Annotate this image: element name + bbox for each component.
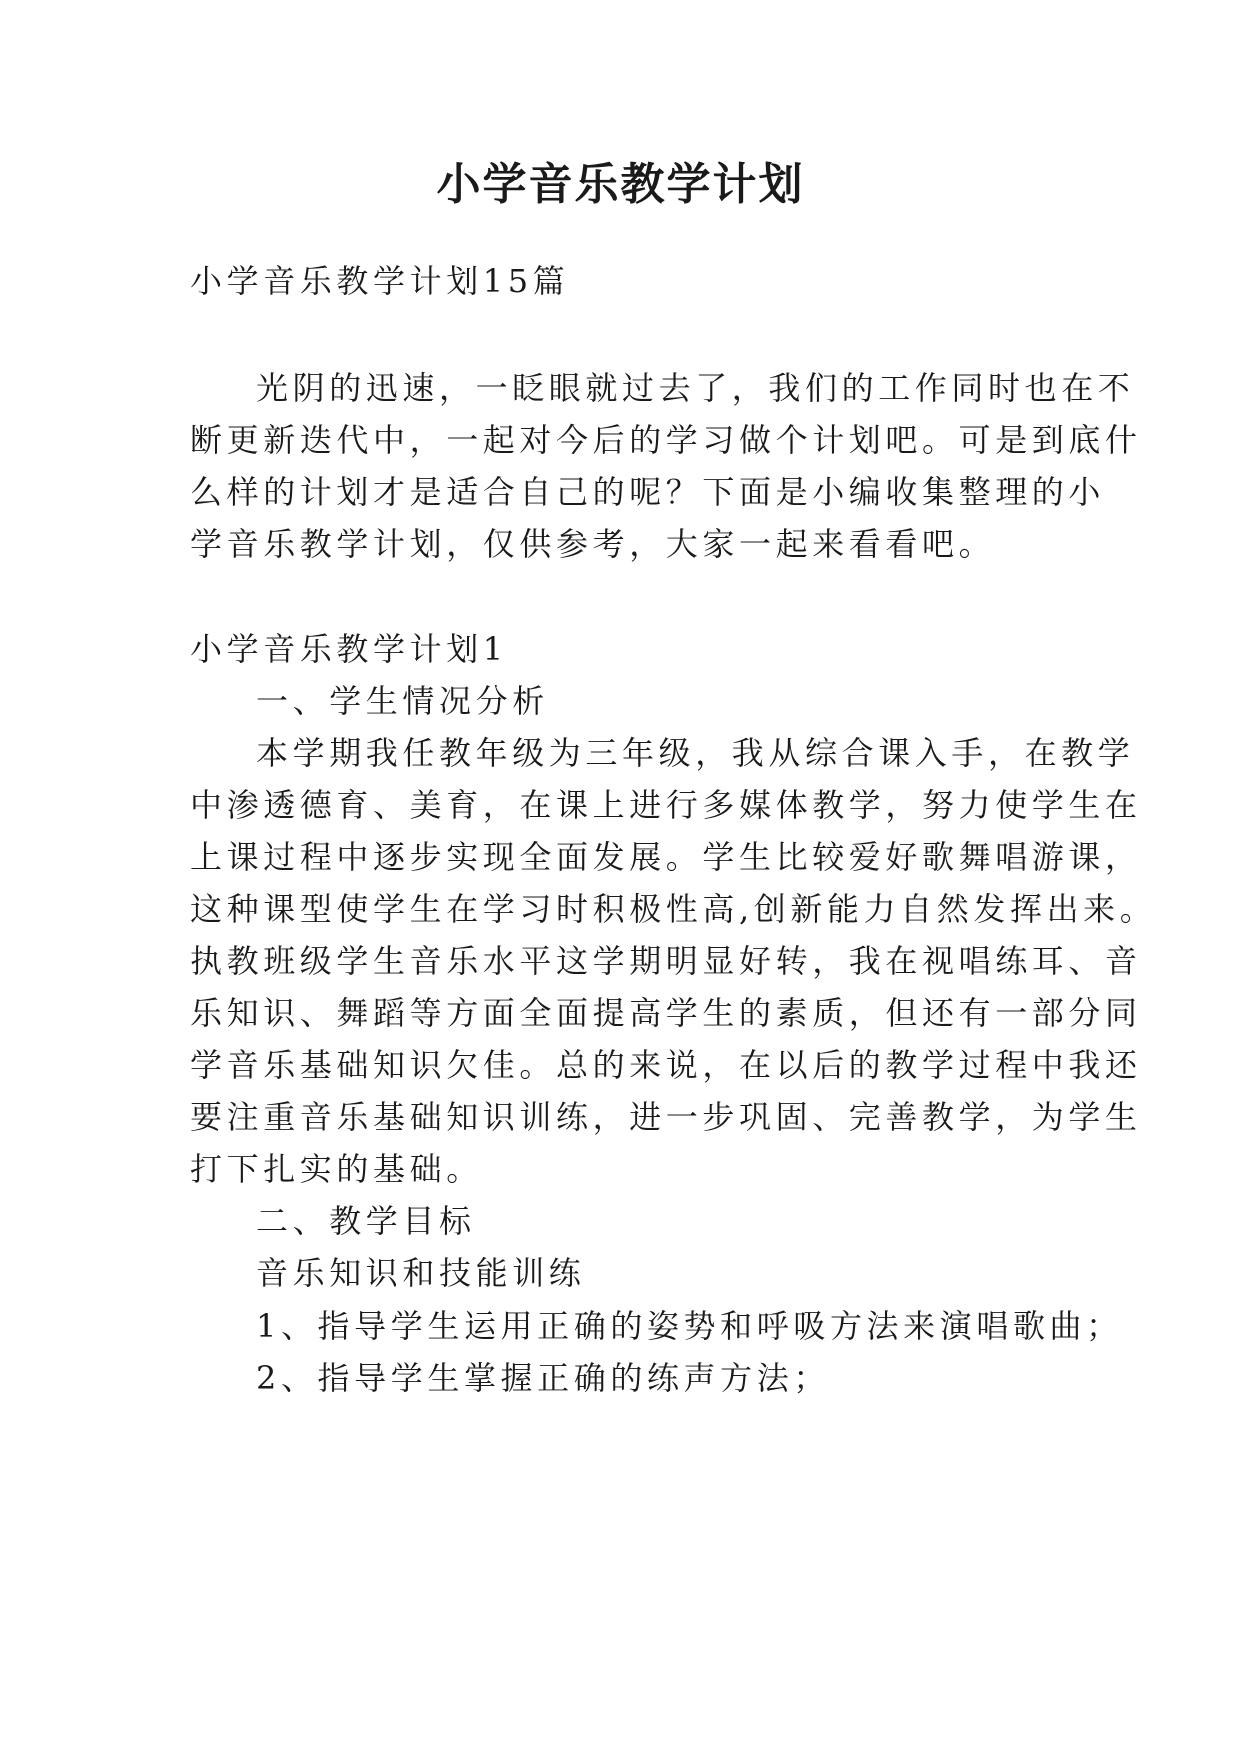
part1-line-3: 上课过程中逐步实现全面发展。学生比较爱好歌舞唱游课， [190,838,1142,876]
document-title: 小学音乐教学计划 [436,159,805,210]
intro-line-3: 么样的计划才是适合自己的呢？下面是小编收集整理的小 [190,473,1106,511]
part2-item-1: 1、指导学生运用正确的姿势和呼吸方法来演唱歌曲； [256,1307,1123,1345]
intro-line-2: 断更新迭代中，一起对今后的学习做个计划吧。可是到底什 [190,421,1142,459]
part1-heading: 一、学生情况分析 [256,682,549,720]
part2-heading: 二、教学目标 [256,1202,476,1240]
intro-line-1: 光阴的迅速，一眨眼就过去了，我们的工作同时也在不 [256,369,1135,407]
part1-line-4: 这种课型使学生在学习时积极性高,创新能力自然发挥出来。 [190,890,1157,928]
part1-line-8: 要注重音乐基础知识训练，进一步巩固、完善教学，为学生 [190,1098,1142,1136]
document-subtitle: 小学音乐教学计划15篇 [190,262,570,300]
section-heading: 小学音乐教学计划1 [190,630,508,668]
part1-line-6: 乐知识、舞蹈等方面全面提高学生的素质，但还有一部分同 [190,994,1142,1032]
part2-subheading: 音乐知识和技能训练 [256,1254,586,1292]
part1-line-2: 中渗透德育、美育，在课上进行多媒体教学，努力使学生在 [190,786,1142,824]
part1-line-5: 执教班级学生音乐水平这学期明显好转，我在视唱练耳、音 [190,942,1142,980]
part1-line-9: 打下扎实的基础。 [190,1150,483,1188]
intro-line-4: 学音乐教学计划，仅供参考，大家一起来看看吧。 [190,525,996,563]
part1-line-1: 本学期我任教年级为三年级，我从综合课入手，在教学 [256,734,1135,772]
part1-line-7: 学音乐基础知识欠佳。总的来说，在以后的教学过程中我还 [190,1046,1142,1084]
part2-item-2: 2、指导学生掌握正确的练声方法； [256,1359,830,1397]
